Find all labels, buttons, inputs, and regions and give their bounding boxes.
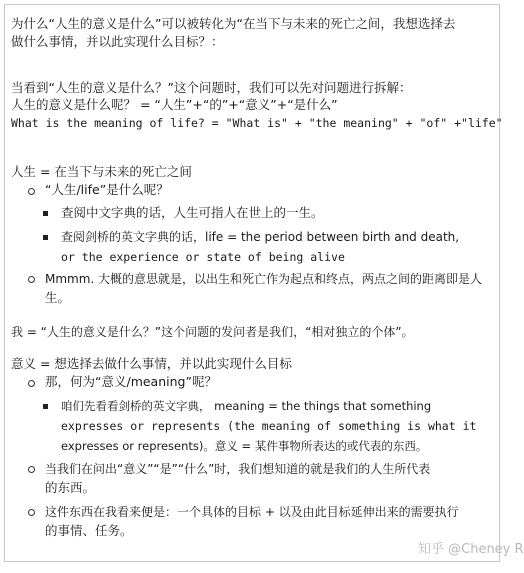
meaning-bullet-1-line-3: expresses or represents)。意义 = 某件事物所表达的或代表的东西。 — [61, 439, 428, 453]
life-bullet-3-line-2: 生。 — [45, 290, 71, 305]
circle-bullet-icon — [28, 380, 35, 387]
document-frame — [4, 4, 503, 562]
meaning-bullet-1-line-2: expresses or represents (the meaning of something is what it — [61, 419, 477, 433]
life-bullet-1: 查阅中文字典的话，人生可指人在世上的一生。 — [61, 205, 324, 220]
meaning-bullet-3-line-1: 这件东西在我看来便是：一个具体的目标 + 以及由此目标延伸出来的需要执行 — [45, 505, 459, 519]
me-line: 我 = “人生的意义是什么？”这个问题的发问者是我们，“相对独立的个体”。 — [11, 325, 414, 339]
life-bullet-3-line-1: Mmmm. 大概的意思就是，以出生和死亡作为起点和终点，两点之间的距离即是人 — [45, 272, 483, 286]
meaning-bullet-2-line-2: 的东西。 — [45, 480, 96, 495]
meaning-bullet-3-line-2: 的事情、任务。 — [45, 523, 133, 538]
circle-bullet-icon — [28, 509, 35, 516]
meaning-bullet-1-line-1: 咱们先看看剑桥的英文字典， meaning = the things that something — [61, 399, 432, 413]
meaning-heading: 意义 = 想选择去做什么事情，并以此实现什么目标 — [11, 356, 292, 371]
breakdown-line-3: What is the meaning of life? = "What is" + "the meaning" + "of" +"life" — [11, 116, 503, 130]
breakdown-line-1: 当看到“人生的意义是什么？”这个问题时，我们可以先对问题进行拆解： — [11, 80, 412, 95]
watermark: 知乎 @Cheney R — [418, 542, 524, 557]
square-bullet-icon — [43, 235, 48, 240]
meaning-question: 那，何为“意义/meaning”呢？ — [45, 374, 217, 389]
circle-bullet-icon — [28, 466, 35, 473]
intro-line-2: 做什么事情，并以此实现什么目标？： — [11, 34, 224, 49]
square-bullet-icon — [43, 211, 48, 216]
square-bullet-icon — [43, 404, 48, 409]
life-heading: 人生 = 在当下与未来的死亡之间 — [11, 164, 192, 179]
circle-bullet-icon — [28, 188, 35, 195]
life-question: “人生/life”是什么呢？ — [45, 182, 169, 197]
meaning-bullet-2-line-1: 当我们在问出“意义”“是”“什么”时，我们想知道的就是我们的人生所代表 — [45, 462, 431, 476]
life-bullet-2-line-2: or the experience or state of being alive — [61, 250, 345, 264]
intro-line-1: 为什么“人生的意义是什么”可以被转化为“在当下与未来的死亡之间，我想选择去 — [11, 16, 456, 31]
circle-bullet-icon — [28, 276, 35, 283]
breakdown-line-2: 人生的意义是什么呢？ = “人生”+“的”+“意义”+“是什么” — [11, 97, 338, 112]
life-bullet-2-line-1: 查阅剑桥的英文字典的话，life = the period between birth and death, — [61, 230, 460, 244]
